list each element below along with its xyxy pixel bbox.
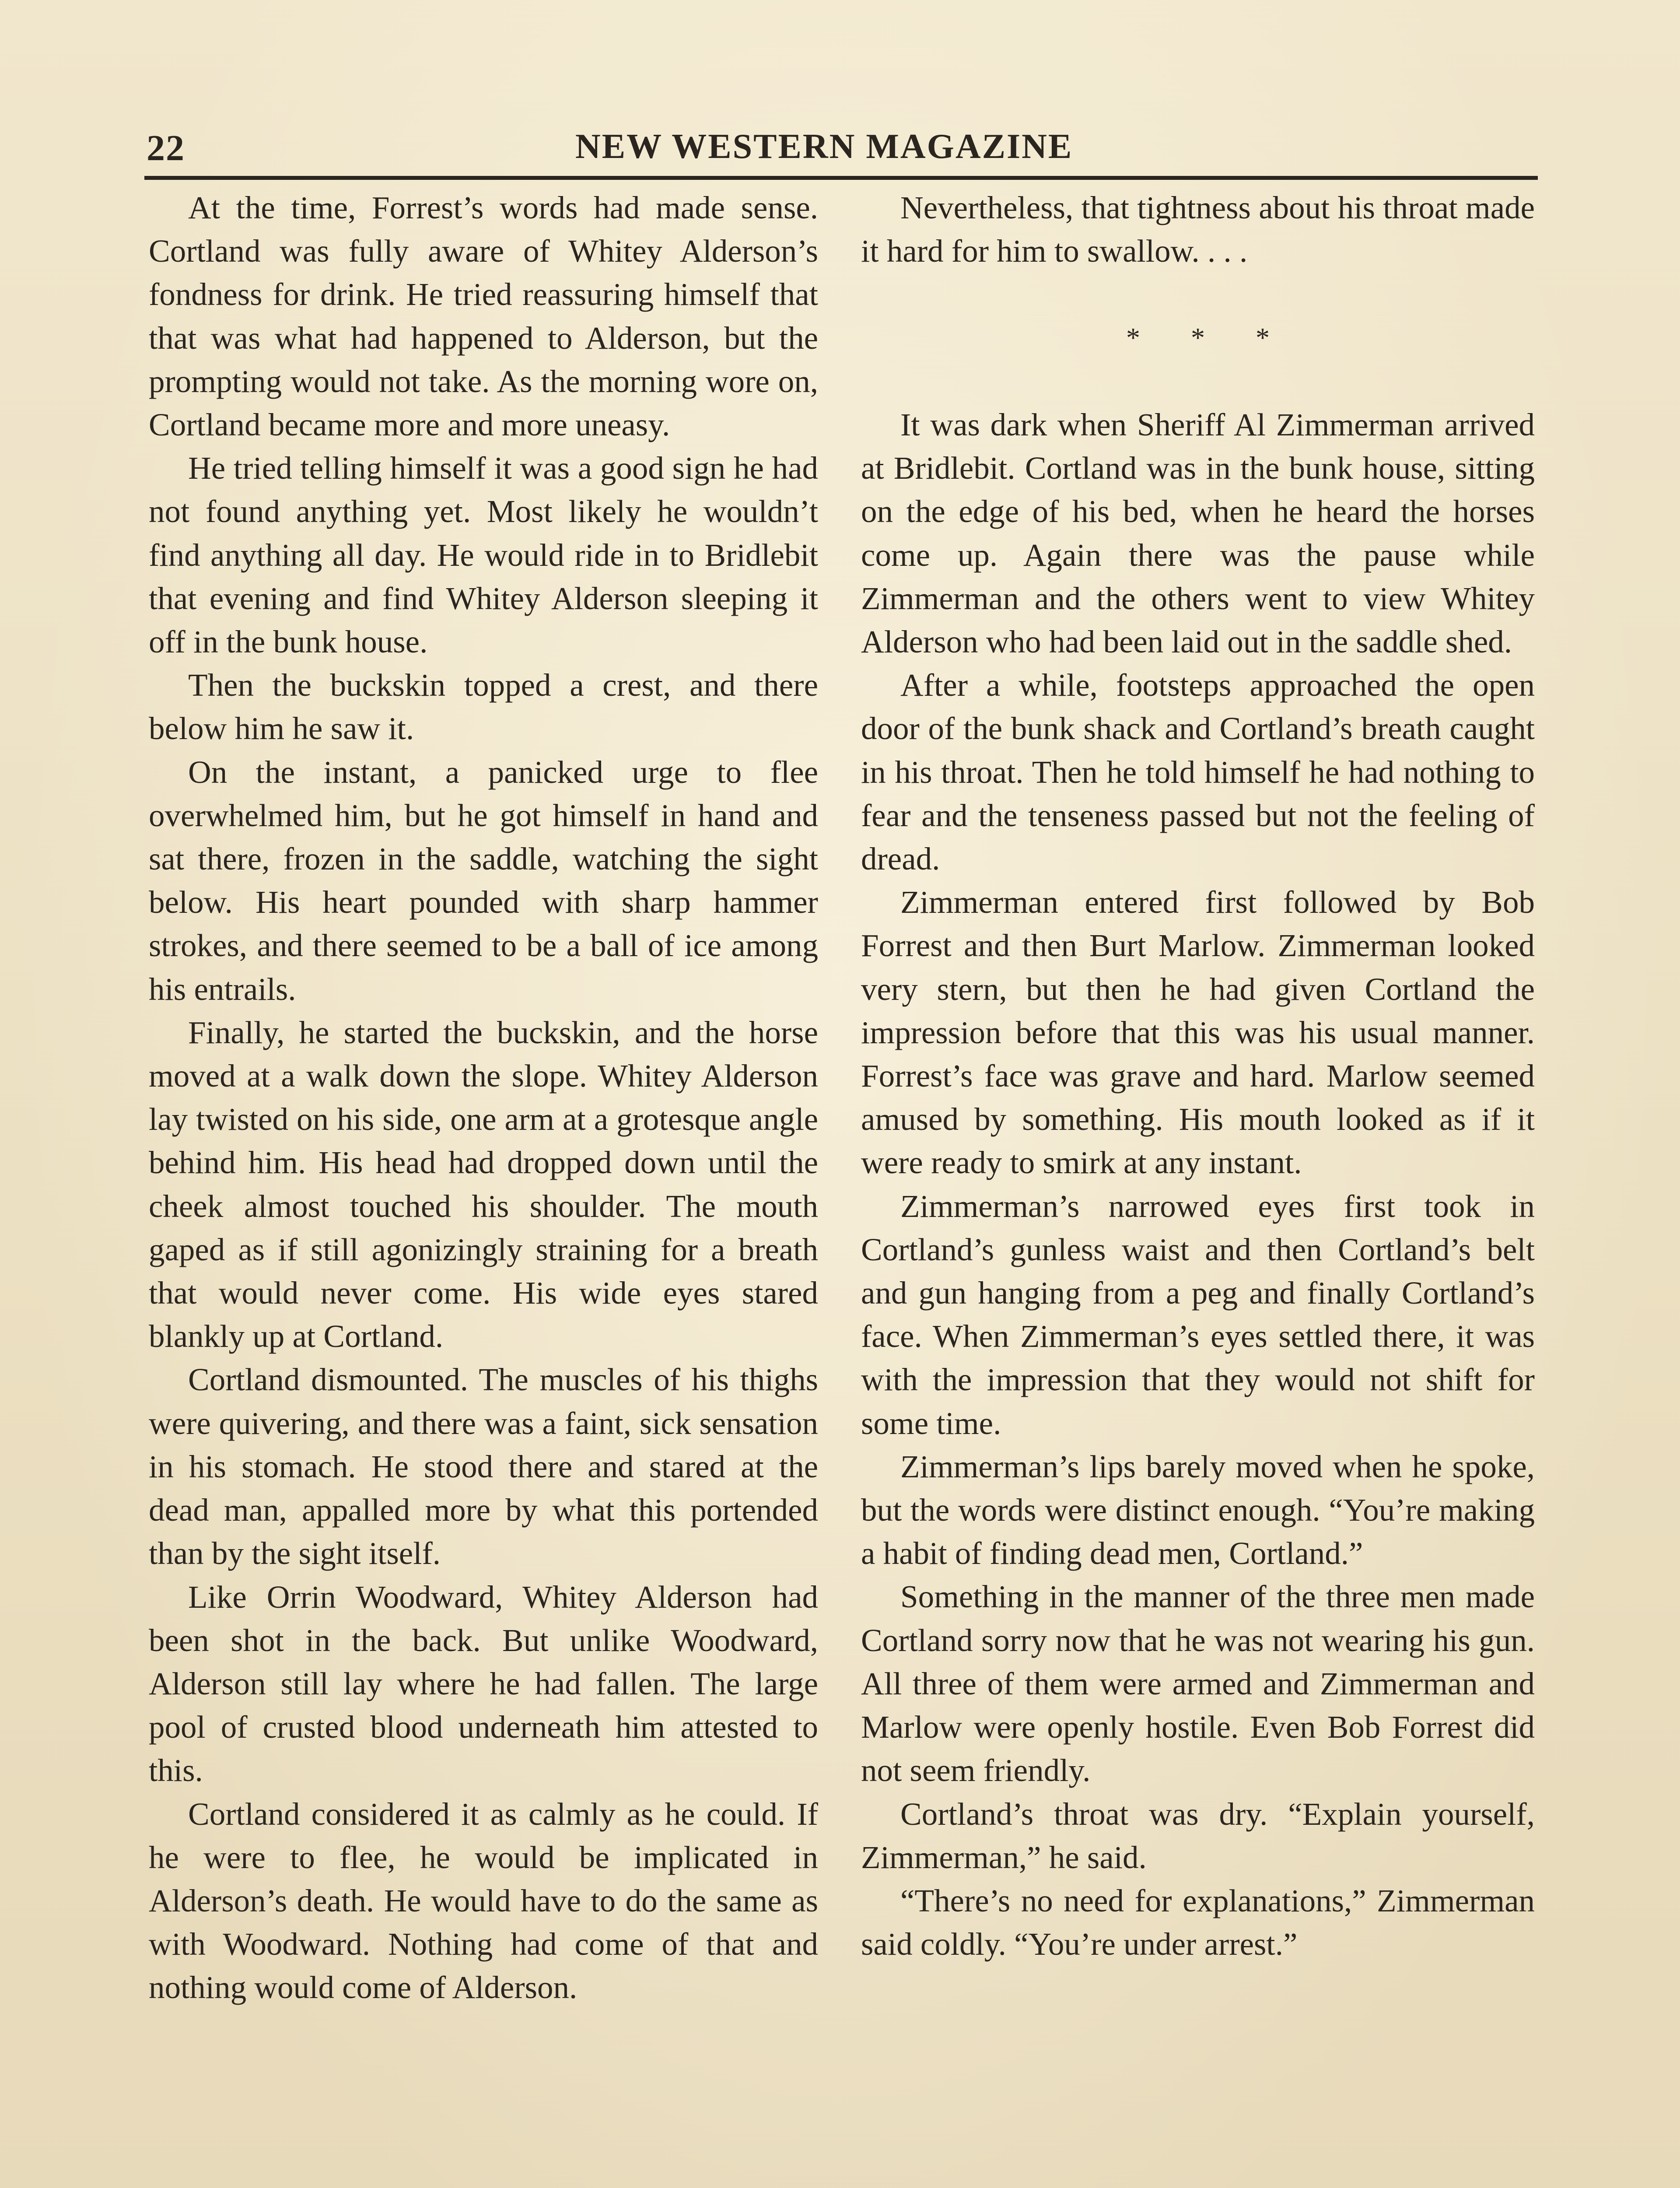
paragraph: Like Orrin Woodward, Whitey Alderson had been shot in the back. But unlike Woodward, Alderson still lay where he had fallen. The large pool of crusted blood underneath him attested to this.	[149, 1579, 818, 1788]
paragraph: “There’s no need for explanations,” Zimmerman said coldly. “You’re under arrest.”	[861, 1883, 1535, 1962]
paragraph: At the time, Forrest’s words had made sense. Cortland was fully aware of Whitey Alderson’s fondness for drink. He tried reassuring himself that that was what had happened to Alderson, but the prompting would not take. As the morning wore on, Cortland became more and more uneasy.	[149, 190, 818, 443]
paragraph: Cortland considered it as calmly as he could. If he were to flee, he would be implicated in Alderson’s death. He would have to do the same as with Woodward. Nothing had come of that and nothing would come of Alderson.	[149, 1796, 818, 2006]
page-header	[147, 123, 1536, 174]
right-column	[861, 186, 1535, 1966]
paragraph: After a while, footsteps approached the open door of the bunk shack and Cortland’s breath caught in his throat. Then he told himself he had nothing to fear and the tenseness passed but not the feeling of dread.	[861, 667, 1535, 877]
paragraph: Finally, he started the buckskin, and the horse moved at a walk down the slope. Whitey Alderson lay twisted on his side, one arm at a grotesque angle behind him. His head had dropped down until the cheek almost touched his shoulder. The mouth gaped as if still agonizingly straining for a breath that would never come. His wide eyes stared blankly up at Cortland.	[149, 1014, 818, 1354]
paragraph: Zimmerman’s narrowed eyes first took in Cortland’s gunless waist and then Cortland’s belt and gun hanging from a peg and finally Cortland’s face. When Zimmerman’s eyes settled there, it was with the impression that they would not shift for some time.	[861, 1188, 1535, 1441]
page-number: 22	[147, 128, 185, 168]
paragraph: It was dark when Sheriff Al Zimmerman arrived at Bridlebit. Cortland was in the bunk house, sitting on the edge of his bed, when he heard the horses come up. Again there was the pause while Zimmerman and the others went to view Whitey Alderson who had been laid out in the saddle shed.	[861, 407, 1535, 660]
left-column	[149, 186, 818, 2009]
paragraph: Nevertheless, that tightness about his throat made it hard for him to swallow. . . .	[861, 190, 1535, 269]
paragraph: On the instant, a panicked urge to flee overwhelmed him, but he got himself in hand and sat there, frozen in the saddle, watching the sight below. His heart pounded with sharp hammer strokes, and there seemed to be a ball of ice among his entrails.	[149, 754, 818, 1007]
paragraph: Zimmerman’s lips barely moved when he spoke, but the words were distinct enough. “You’re making a habit of finding dead men, Cortland.”	[861, 1448, 1535, 1571]
paragraph: Zimmerman entered first followed by Bob Forrest and then Burt Marlow. Zimmerman looked very stern, but then he had given Cortland the impression before that this was his usual manner. Forrest’s face was grave and hard. Marlow seemed amused by something. His mouth looked as if it were ready to smirk at any instant.	[861, 884, 1535, 1181]
paragraph: Cortland’s throat was dry. “Explain yourself, Zimmerman,” he said.	[861, 1796, 1535, 1875]
magazine-title: NEW WESTERN MAGAZINE	[575, 127, 1073, 166]
paragraph: He tried telling himself it was a good sign he had not found anything yet. Most likely he wouldn’t find anything all day. He would ride in to Bridlebit that evening and find Whitey Alderson sleeping it off in the bunk house.	[149, 450, 818, 660]
paragraph: Something in the manner of the three men made Cortland sorry now that he was not wearing his gun. All three of them were armed and Zimmerman and Marlow were openly hostile. Even Bob Forrest did not seem friendly.	[861, 1579, 1535, 1788]
scene-break: * * *	[1126, 322, 1292, 354]
paragraph: Then the buckskin topped a crest, and there below him he saw it.	[149, 667, 818, 747]
header-rule	[144, 176, 1538, 180]
paragraph: Cortland dismounted. The muscles of his thighs were quivering, and there was a faint, sick sensation in his stomach. He stood there and stared at the dead man, appalled more by what this portended than by the sight itself.	[149, 1362, 818, 1571]
